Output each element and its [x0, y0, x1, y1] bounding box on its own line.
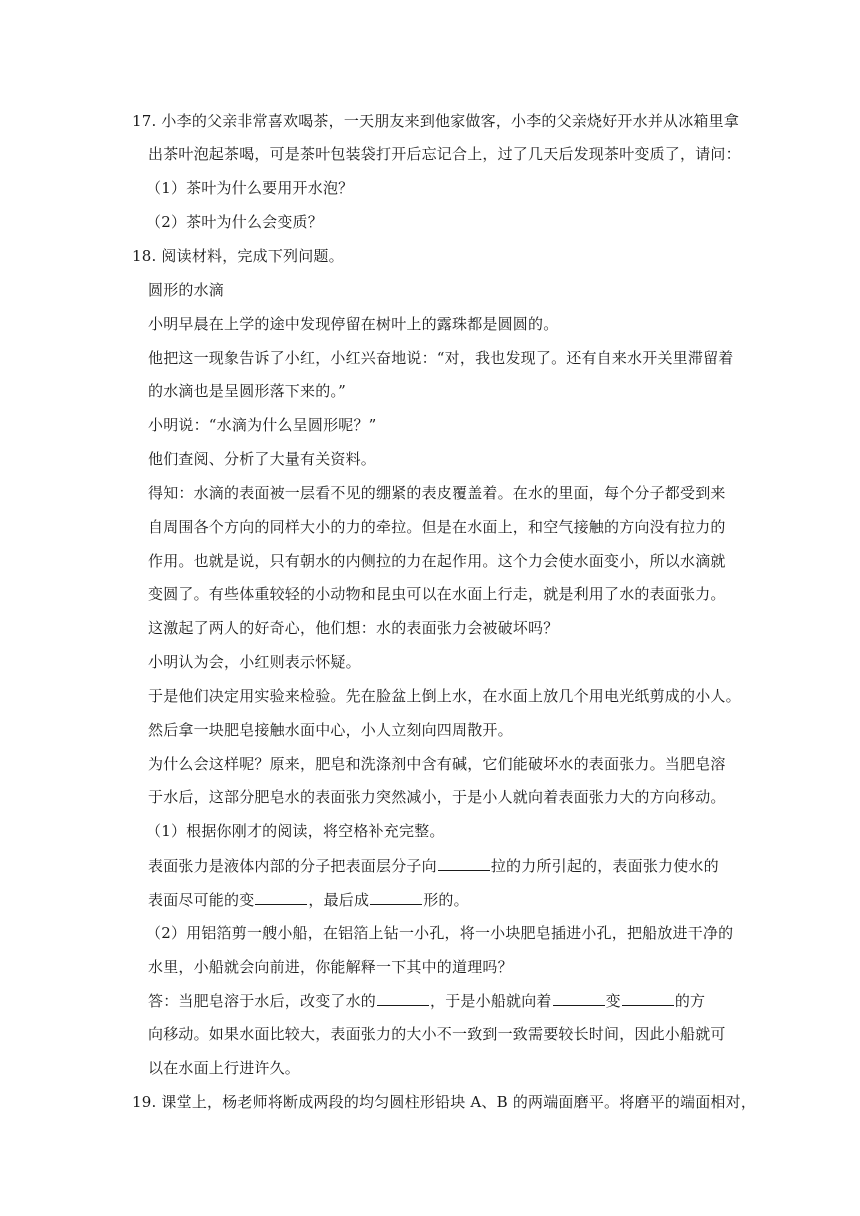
- q18-intro: 18. 阅读材料，完成下列问题。: [132, 247, 344, 265]
- q18-fill-line-1: [148, 855, 719, 876]
- q18-paragraph-9-line-1: 为什么会这样呢？原来，肥皂和洗涤剂中含有碱，它们能破坏水的表面张力。当肥皂溶: [148, 755, 726, 773]
- fill-text: 表面张力是液体内部的分子把表面层分子向: [148, 857, 437, 875]
- q18-paragraph-5-line-4: 变圆了。有些体重较轻的小动物和昆虫可以在水面上行走，就是利用了水的表面张力。: [148, 585, 726, 603]
- q18-answer-line-3: 以在水面上行进许久。: [148, 1059, 301, 1077]
- answer-text: 的方: [674, 992, 706, 1010]
- q18-sub-question-1: （1）根据你刚才的阅读，将空格补充完整。: [146, 822, 445, 840]
- answer-text: ，于是小船就向着: [430, 992, 552, 1010]
- q18-paragraph-5-line-2: 自周围各个方向的同样大小的力的牵拉。但是在水面上，和空气接触的方向没有拉力的: [148, 518, 726, 536]
- answer-text: 答：当肥皂溶于水后，改变了水的: [148, 992, 377, 1010]
- q18-sub-question-2-line-1: （2）用铝箔剪一艘小船，在铝箔上钻一小孔，将一小块肥皂插进小孔，把船放进干净的: [146, 924, 734, 942]
- answer-blank-4[interactable]: [377, 990, 429, 1006]
- q17-line-1: 17. 小李的父亲非常喜欢喝茶，一天朋友来到他家做客，小李的父亲烧好开水并从冰箱里拿: [132, 112, 740, 130]
- q19-line-1: 19. 课堂上，杨老师将断成两段的均匀圆柱形铅块 A、B 的两端面磨平。将磨平的端面相对，: [132, 1093, 757, 1111]
- q18-fill-line-2: [148, 889, 469, 910]
- q18-sub-question-2-line-2: 水里，小船就会向前进，你能解释一下其中的道理吗？: [148, 958, 513, 976]
- answer-blank-6[interactable]: [622, 990, 674, 1006]
- q17-sub-question-1: （1）茶叶为什么要用开水泡？: [146, 179, 354, 197]
- q18-paragraph-8-line-1: 于是他们决定用实验来检验。先在脸盆上倒上水，在水面上放几个用电光纸剪成的小人。: [148, 687, 741, 705]
- fill-text: ，最后成: [308, 891, 370, 909]
- q18-paragraph-8-line-2: 然后拿一块肥皂接触水面中心，小人立刻向四周散开。: [148, 721, 513, 739]
- answer-blank-5[interactable]: [553, 990, 605, 1006]
- q18-paragraph-5-line-3: 作用。也就是说，只有朝水的内侧拉的力在起作用。这个力会使水面变小，所以水滴就: [148, 552, 726, 570]
- q18-answer-line-1: [148, 990, 705, 1011]
- answer-text: 变: [605, 992, 621, 1010]
- q18-paragraph-5-line-1: 得知：水滴的表面被一层看不见的绷紧的表皮覆盖着。在水的里面，每个分子都受到来: [148, 484, 726, 502]
- fill-text: 拉的力所引起的，表面张力使水的: [490, 857, 719, 875]
- fill-text: 形的。: [423, 891, 469, 909]
- answer-blank-3[interactable]: [370, 889, 422, 905]
- q18-paragraph-4: 他们查阅、分析了大量有关资料。: [148, 450, 377, 468]
- q18-paragraph-1: 小明早晨在上学的途中发现停留在树叶上的露珠都是圆圆的。: [148, 315, 559, 333]
- q18-paragraph-3: 小明说：“水滴为什么呈圆形呢？”: [148, 416, 377, 434]
- q18-paragraph-2-line-1: 他把这一现象告诉了小红，小红兴奋地说：“对，我也发现了。还有自来水开关里滞留着: [148, 349, 734, 367]
- answer-blank-1[interactable]: [438, 855, 490, 871]
- q18-paragraph-2-line-2: 的水滴也是呈圆形落下来的。”: [148, 382, 346, 400]
- answer-blank-2[interactable]: [255, 889, 307, 905]
- q17-line-2: 出茶叶泡起茶喝，可是茶叶包装袋打开后忘记合上，过了几天后发现茶叶变质了，请问：: [148, 145, 741, 163]
- q18-paragraph-6: 这激起了两人的好奇心，他们想：水的表面张力会被破坏吗？: [148, 619, 559, 637]
- q18-answer-line-2: 向移动。如果水面比较大，表面张力的大小不一致到一致需要较长时间，因此小船就可: [148, 1025, 726, 1043]
- q18-paragraph-9-line-2: 于水后，这部分肥皂水的表面张力突然减小，于是小人就向着表面张力大的方向移动。: [148, 788, 726, 806]
- q18-paragraph-7: 小明认为会，小红则表示怀疑。: [148, 653, 361, 671]
- fill-text: 表面尽可能的变: [148, 891, 255, 909]
- q18-passage-title: 圆形的水滴: [148, 281, 225, 299]
- q17-sub-question-2: （2）茶叶为什么会变质？: [146, 213, 323, 231]
